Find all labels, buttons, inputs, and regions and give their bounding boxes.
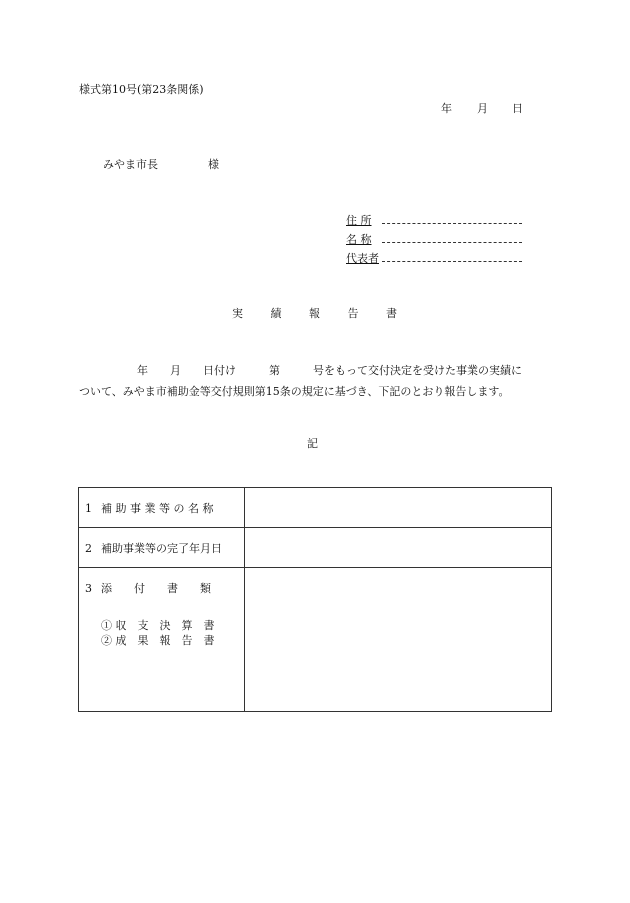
document-title [0, 305, 630, 321]
title-char: 報 [309, 307, 321, 320]
table-row [79, 488, 552, 528]
applicant-name-row [346, 231, 522, 247]
row-number: 1 [85, 502, 92, 515]
table-label-cell [79, 488, 245, 528]
title-char: 告 [347, 307, 360, 320]
applicant-representative-row [346, 250, 522, 266]
ki-heading: 記 [307, 437, 318, 450]
list-item: ② 成 果 報 告 書 [101, 634, 215, 647]
table-row [79, 528, 552, 568]
applicant-address-line [382, 213, 522, 224]
applicant-name-line [382, 232, 522, 243]
table-value-cell [245, 488, 552, 528]
title-char: 書 [386, 307, 398, 320]
attachment-list [85, 618, 244, 648]
items-table [78, 487, 552, 712]
row-number: 2 [85, 542, 92, 555]
table-value-cell [245, 568, 552, 712]
form-number: 様式第10号(第23条関係) [79, 83, 204, 96]
applicant-representative-line [382, 251, 522, 262]
date-line [0, 100, 630, 114]
table-label-cell [79, 528, 245, 568]
addressee-honorific: 様 [208, 158, 219, 171]
applicant-name-label: 名 称 [346, 233, 372, 246]
table-row [79, 568, 552, 712]
title-char: 実 [232, 307, 244, 320]
addressee [103, 156, 219, 172]
applicant-address-label: 住 所 [346, 214, 372, 227]
applicant-address-row [346, 212, 522, 228]
table-value-cell [245, 528, 552, 568]
row-number: 3 [85, 582, 92, 595]
row-label: 補 助 事 業 等 の 名 称 [101, 502, 214, 515]
body-text [79, 360, 559, 402]
date-year: 年 [441, 102, 452, 115]
table-label-cell [79, 568, 245, 712]
addressee-name: みやま市長 [103, 158, 158, 171]
applicant-representative-label: 代表者 [346, 252, 379, 265]
title-char: 績 [270, 307, 283, 320]
row-label: 添 付 書 類 [101, 582, 211, 595]
body-line-1: 年 月 日付け 第 号をもって交付決定を受けた事業の実績に [137, 364, 522, 377]
body-line-2: ついて、みやま市補助金等交付規則第15条の規定に基づき、下記のとおり報告します。 [79, 385, 510, 398]
row-label: 補助事業等の完了年月日 [101, 542, 222, 555]
date-day: 日 [512, 102, 523, 115]
list-item: ① 収 支 決 算 書 [101, 619, 215, 632]
date-month: 月 [477, 102, 488, 115]
